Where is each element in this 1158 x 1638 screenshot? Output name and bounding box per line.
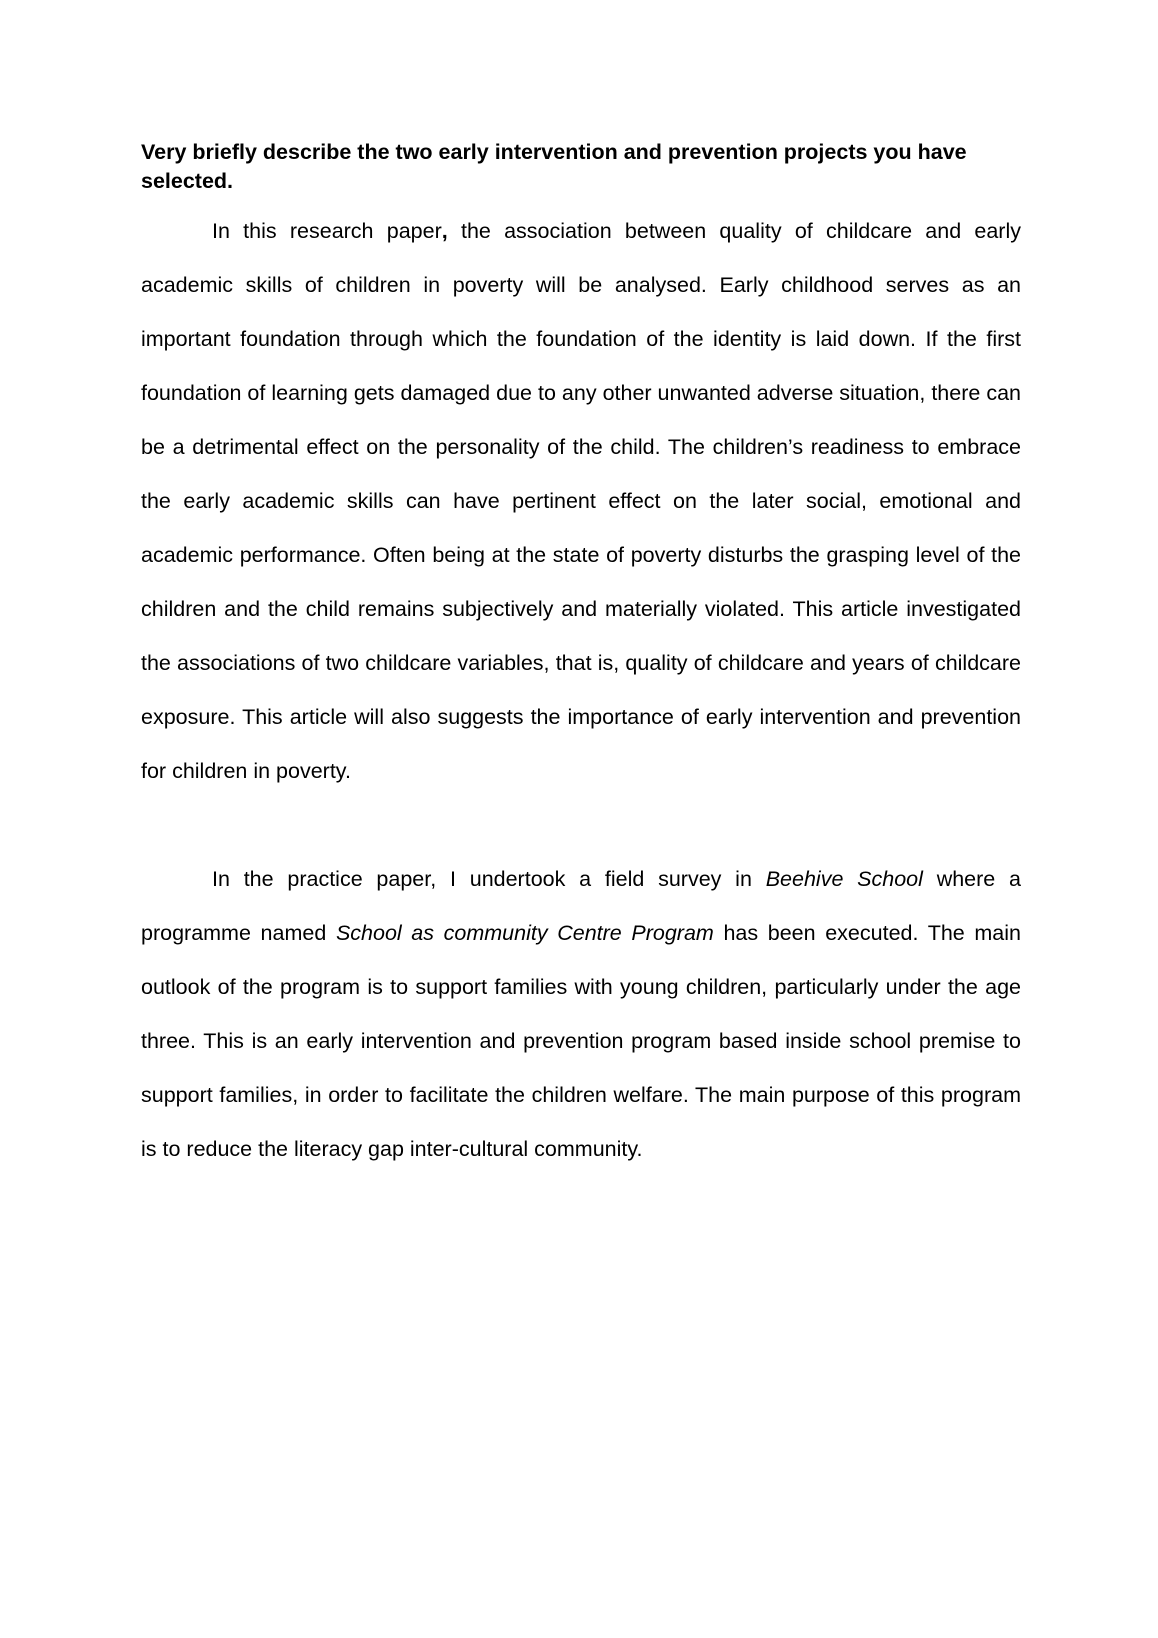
- paragraph-practice-paper: [141, 852, 1021, 1176]
- program-name-italic: School as community Centre Program: [335, 921, 714, 945]
- paragraph-research-paper: [141, 204, 1021, 798]
- paragraph-1-text-a: In this research paper: [212, 219, 442, 243]
- school-name-italic: Beehive School: [765, 867, 923, 891]
- paragraph-1-text-b: the association between quality of childcare and early academic skills of children in poverty will be analysed. Early childhood serves as an important foundation through which the foundation of the identity is laid down. If the first foundation of learning gets damaged due to any other unwanted adverse situation, there can be a detrimental effect on the personality of the child. The children’s readiness to embrace the early academic skills can have pertinent effect on the later social, emotional and academic performance. Often being at the state of poverty disturbs the grasping level of the children and the child remains subjectively and materially violated. This article investigated the associations of two childcare variables, that is, quality of childcare and years of childcare exposure. This article will also suggests the importance of early intervention and prevention for children in poverty.: [141, 219, 1021, 783]
- paragraph-2-text-c: has been executed. The main outlook of the program is to support families with young children, particularly under the age three. This is an early intervention and prevention program based inside school premise to support families, in order to facilitate the children welfare. The main purpose of this program is to reduce the literacy gap inter-cultural community.: [141, 921, 1021, 1161]
- document-page: [141, 138, 1021, 1176]
- paragraph-2-text-b: where a programme named: [141, 867, 1021, 945]
- paragraph-1-bold-comma: ,: [441, 219, 448, 243]
- paragraph-2-text-a: In the practice paper, I undertook a field survey in: [212, 867, 766, 891]
- section-heading: Very briefly describe the two early intervention and prevention projects you have selected.: [141, 140, 967, 193]
